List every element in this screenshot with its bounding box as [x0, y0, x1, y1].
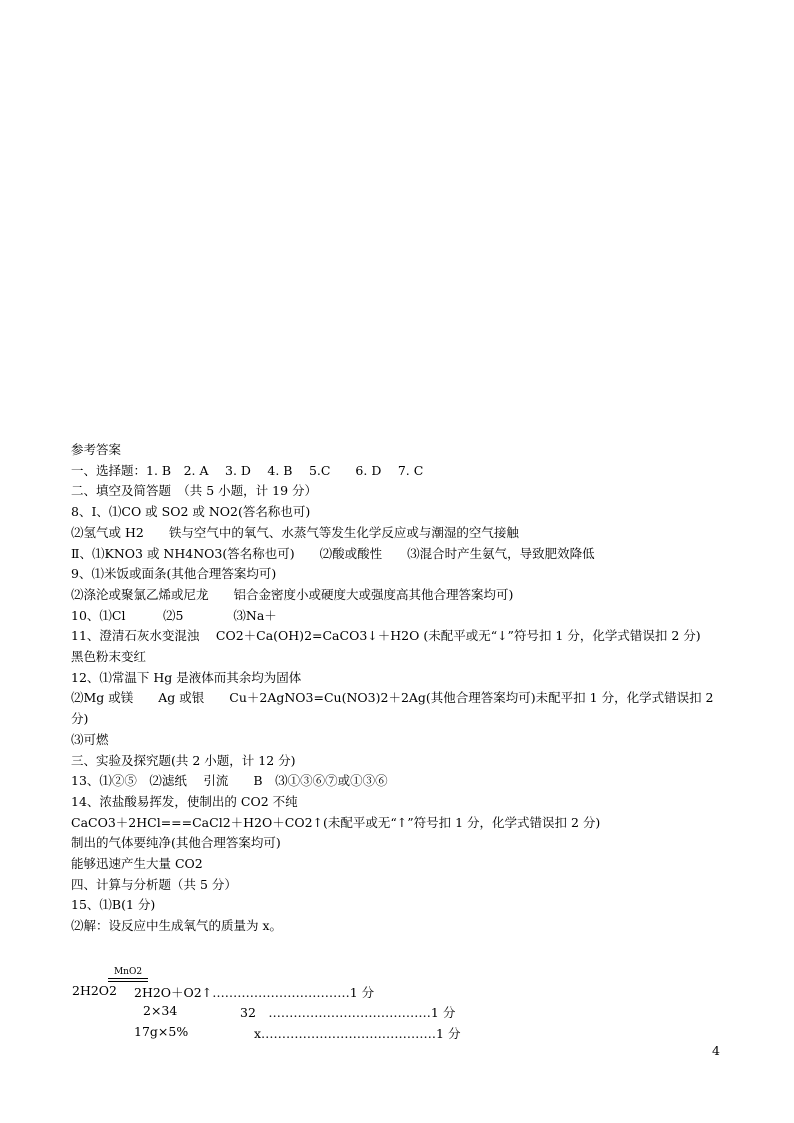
catalyst-text: MnO2: [113, 967, 143, 977]
text-line: 制出的气体要纯净(其他合理答案均可): [71, 835, 281, 851]
equation-bar: [108, 981, 148, 982]
text-line: 8、Ⅰ、⑴CO 或 SO2 或 NO2(答名称也可): [71, 504, 311, 520]
text-line: ⑶可燃: [71, 731, 109, 747]
text-line: 能够迅速产生大量 CO2: [71, 856, 203, 872]
section-heading: 四、计算与分析题（共 5 分）: [71, 876, 237, 892]
text-line: ⑵涤沦或聚氯乙烯或尼龙 铝合金密度小或硬度大或强度高其他合理答案均可): [71, 586, 514, 602]
text-line: ⑵Mg 或镁 Ag 或银 Cu＋2AgNO3=Cu(NO3)2＋2Ag(其他合理答案均可)未配平扣 1 分，化学式错误扣 2 分): [71, 690, 714, 727]
text-line: 一、选择题：1. B 2. A 3. D 4. B 5.C 6. D 7. C: [71, 462, 424, 478]
section-heading: 二、填空及简答题 （共 5 小题，计 19 分）: [71, 483, 318, 499]
equation-row2-right: 32 …………………………………1 分: [240, 1005, 456, 1020]
text-line: 14、浓盐酸易挥发，使制出的 CO2 不纯: [71, 793, 298, 809]
text-line: 13、⑴②⑤ ⑵滤纸 引流 B ⑶①③⑥⑦或①③⑥: [71, 773, 388, 789]
text-line: 12、⑴常温下 Hg 是液体而其余均为固体: [71, 669, 302, 685]
text-line: 黑色粉末变红: [71, 649, 147, 665]
text-line: 10、⑴Cl ⑵5 ⑶Na＋: [71, 607, 277, 623]
equation-row3-right: x……………………………………1 分: [254, 1026, 461, 1041]
section-heading: 三、实验及探究题(共 2 小题，计 12 分): [71, 752, 296, 768]
text-line: 9、⑴米饭或面条(其他合理答案均可): [71, 566, 277, 582]
text-line: CaCO3＋2HCl===CaCl2＋H2O＋CO2↑(未配平或无“↑”符号扣 1 分，化学式错误扣 2 分): [71, 814, 601, 830]
text-line: 15、⑴B(1 分): [71, 897, 156, 913]
text-line: 11、澄清石灰水变混浊 CO2＋Ca(OH)2=CaCO3↓＋H2O (未配平或无“↓”符号扣 1 分，化学式错误扣 2 分): [71, 628, 701, 644]
text-line: Ⅱ、⑴KNO3 或 NH4NO3(答名称也可) ⑵酸或酸性 ⑶混合时产生氨气，导致肥效降低: [71, 545, 595, 561]
heading: 参考答案: [71, 442, 122, 457]
equation-reactant: 2H2O2: [72, 983, 118, 998]
equation-products: 2H2O＋O2↑……………………………1 分: [134, 985, 375, 1000]
text-line: ⑵解：设反应中生成氧气的质量为 x。: [71, 918, 283, 934]
equation-row3-left: 17g×5%: [134, 1024, 189, 1039]
equation-row2-left: 2×34: [143, 1003, 178, 1018]
text-line: ⑵氢气或 H2 铁与空气中的氧气、水蒸气等发生化学反应或与潮湿的空气接触: [71, 524, 519, 540]
equation-bar: [108, 978, 148, 979]
answer-text: [71, 440, 731, 937]
catalyst-label: [108, 968, 148, 982]
page-number: 4: [712, 1043, 720, 1058]
